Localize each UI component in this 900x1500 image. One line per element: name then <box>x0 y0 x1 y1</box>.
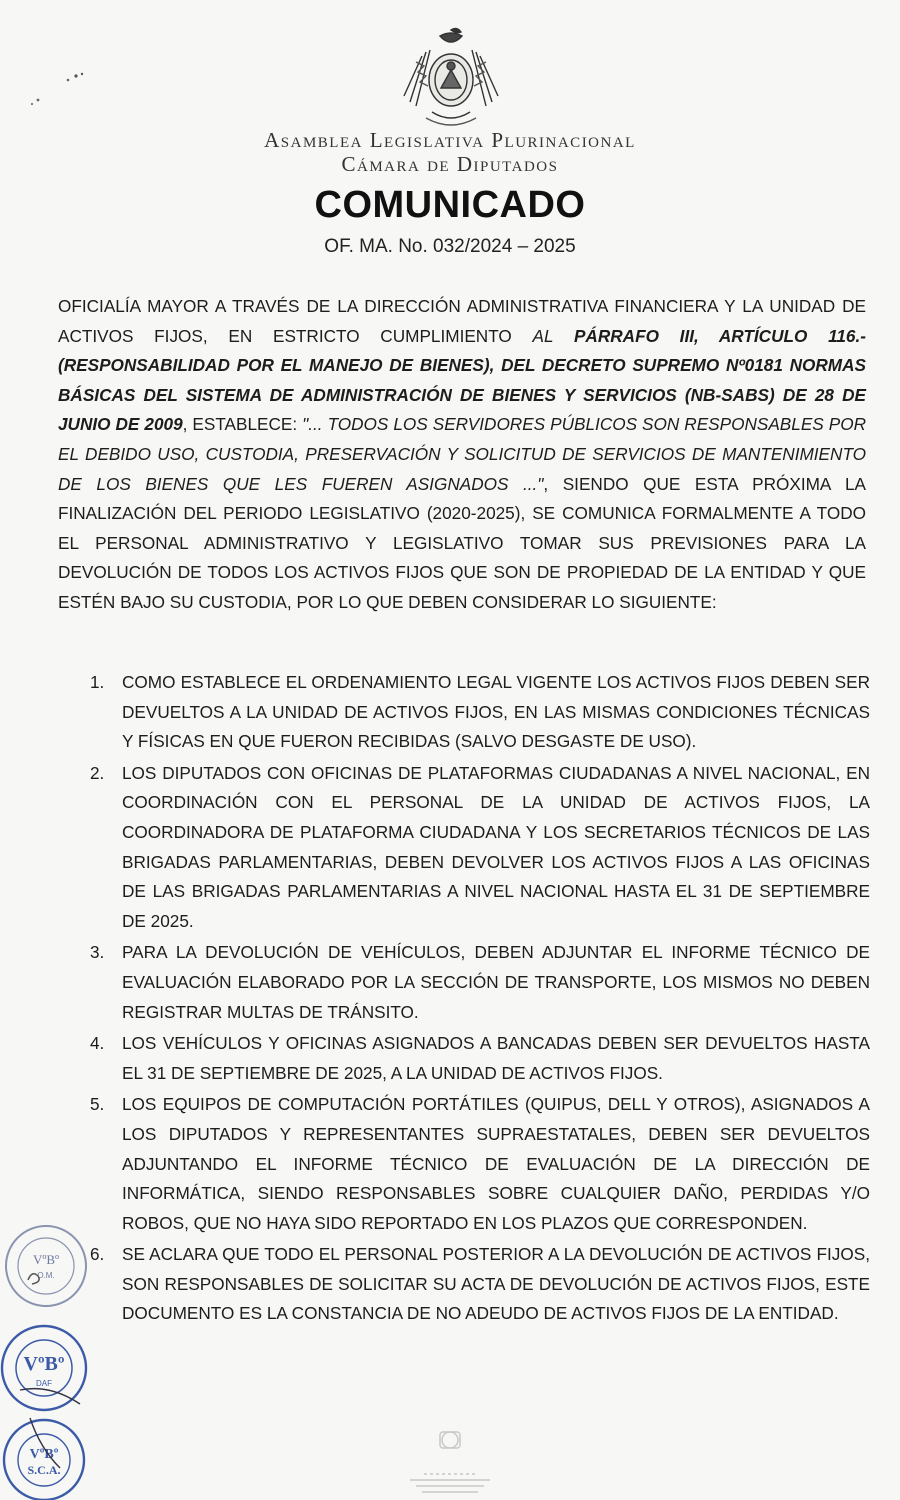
coat-of-arms-icon <box>396 22 506 132</box>
list-item-text: LOS DIPUTADOS CON OFICINAS DE PLATAFORMAS CIUDADANAS A NIVEL NACIONAL, EN COORDINACIÓN CON EL PERSONAL DE LA UNIDAD DE ACTIVOS FIJOS, LA COORDINADORA DE PLATAFORMA CIUDADANA Y LOS SECRETARIOS TÉCNICOS DE LAS BRIGADAS PARLAMENTARIAS, DEBEN DEVOLVER LOS ACTIVOS FIJOS A LAS OFICINAS DE LAS BRIGADAS PARLAMENTARIAS A NIVEL NACIONAL HASTA EL 31 DE SEPTIEMBRE DE 2025. <box>122 762 870 931</box>
intro-text-1: OFICIALÍA MAYOR A TRAVÉS DE LA DIRECCIÓN ADMINISTRATIVA FINANCIERA Y LA UNIDAD DE ACTIVOS FIJOS, EN ESTRICTO CUMPLIMIENTO <box>58 296 866 346</box>
stamp-sub: O.M. <box>37 1271 55 1280</box>
list-item-text: SE ACLARA QUE TODO EL PERSONAL POSTERIOR A LA DEVOLUCIÓN DE ACTIVOS FIJOS, SON RESPONSABLES DE SOLICITAR SU ACTA DE DEVOLUCIÓN DE ACTIVOS FIJOS, ESTE DOCUMENTO ES LA CONSTANCIA DE NO ADEUDO DE ACTIVOS FIJOS DE LA ENTIDAD. <box>122 1244 870 1324</box>
stamp-label: VºBº <box>32 1252 60 1267</box>
list-item <box>90 1090 870 1238</box>
stamp-label: VºBº <box>29 1447 59 1462</box>
approval-stamp-3 <box>0 1414 96 1500</box>
intro-text-4: , ESTABLECE: <box>182 414 303 435</box>
list-item-number: 6. <box>90 1244 105 1265</box>
stamp-label: VºBº <box>23 1353 65 1375</box>
footer-watermark-icon <box>400 1420 500 1500</box>
intro-paragraph <box>58 292 866 618</box>
list-item-number: 3. <box>90 942 105 963</box>
institution-name: Asamblea Legislativa Plurinacional <box>264 128 636 152</box>
document-reference: OF. MA. No. 032/2024 – 2025 <box>324 236 576 257</box>
list-item-text: LOS VEHÍCULOS Y OFICINAS ASIGNADOS A BANCADAS DEBEN SER DEVUELTOS HASTA EL 31 DE SEPTIEMBRE DE 2025, A LA UNIDAD DE ACTIVOS FIJOS. <box>122 1033 870 1083</box>
list-item-number: 4. <box>90 1033 105 1054</box>
list-item <box>90 668 870 757</box>
approval-stamp-2 <box>0 1320 96 1416</box>
list-item <box>90 938 870 1027</box>
document-title: COMUNICADO <box>314 184 586 226</box>
approval-stamp-1 <box>0 1218 96 1314</box>
legal-quote: "... TODOS LOS SERVIDORES PÚBLICOS SON RESPONSABLES POR EL DEBIDO USO, CUSTODIA, PRESERVACIÓN Y SOLICITUD DE SERVICIOS DE MANTENIMIENTO DE LOS BIENES QUE LES FUEREN ASIGNADOS ..." <box>58 414 866 494</box>
list-item-text: LOS EQUIPOS DE COMPUTACIÓN PORTÁTILES (QUIPUS, DELL Y OTROS), ASIGNADOS A LOS DIPUTADOS Y REPRESENTANTES SUPRAESTATALES, DEBEN SER DEVUELTOS ADJUNTANDO EL INFORME TÉCNICO DE EVALUACIÓN DE LA DIRECCIÓN DE INFORMÁTICA, SIENDO RESPONSABLES SOBRE CUALQUIER DAÑO, PERDIDAS Y/O ROBOS, QUE NO HAYA SIDO REPORTADO EN LOS PLAZOS QUE CORRESPONDEN. <box>122 1094 870 1233</box>
stamp-sub: DAF <box>36 1379 52 1388</box>
legal-reference: PÁRRAFO III, ARTÍCULO 116.- (RESPONSABILIDAD POR EL MANEJO DE BIENES), DEL DECRETO SUPREMO Nº0181 NORMAS BÁSICAS DEL SISTEMA DE ADMINISTRACIÓN DE BIENES Y SERVICIOS (NB-SABS) DE 28 DE JUNIO DE 2009 <box>58 325 866 435</box>
intro-text-6: , SIENDO QUE ESTA PRÓXIMA LA FINALIZACIÓN DEL PERIODO LEGISLATIVO (2020-2025), SE COMUNICA FORMALMENTE A TODO EL PERSONAL ADMINISTRATIVO Y LEGISLATIVO TOMAR SUS PREVISIONES PARA LA DEVOLUCIÓN DE TODOS LOS ACTIVOS FIJOS QUE SON DE PROPIEDAD DE LA ENTIDAD Y QUE ESTÉN BAJO SU CUSTODIA, POR LO QUE DEBEN CONSIDERAR LO SIGUIENTE: <box>58 473 866 612</box>
chamber-name: Cámara de Diputados <box>341 152 559 176</box>
list-item-number: 1. <box>90 672 105 692</box>
intro-text-2: AL <box>532 325 574 346</box>
list-item <box>90 1240 870 1329</box>
list-item-number: 5. <box>90 1094 105 1115</box>
list-item-text: COMO ESTABLECE EL ORDENAMIENTO LEGAL VIGENTE LOS ACTIVOS FIJOS DEBEN SER DEVUELTOS A LA UNIDAD DE ACTIVOS FIJOS, EN LAS MISMAS CONDICIONES TÉCNICAS Y FÍSICAS EN QUE FUERON RECIBIDAS (SALVO DESGASTE DE USO). <box>122 672 870 752</box>
scan-specks <box>28 70 88 110</box>
requirements-list <box>90 668 870 1331</box>
list-item-text: PARA LA DEVOLUCIÓN DE VEHÍCULOS, DEBEN ADJUNTAR EL INFORME TÉCNICO DE EVALUACIÓN ELABORADO POR LA SECCIÓN DE TRANSPORTE, LOS MISMOS NO DEBEN REGISTRAR MULTAS DE TRÁNSITO. <box>122 942 870 1022</box>
list-item <box>90 759 870 937</box>
stamp-sub: S.C.A. <box>27 1463 61 1477</box>
list-item <box>90 1029 870 1088</box>
list-item-number: 2. <box>90 762 105 783</box>
